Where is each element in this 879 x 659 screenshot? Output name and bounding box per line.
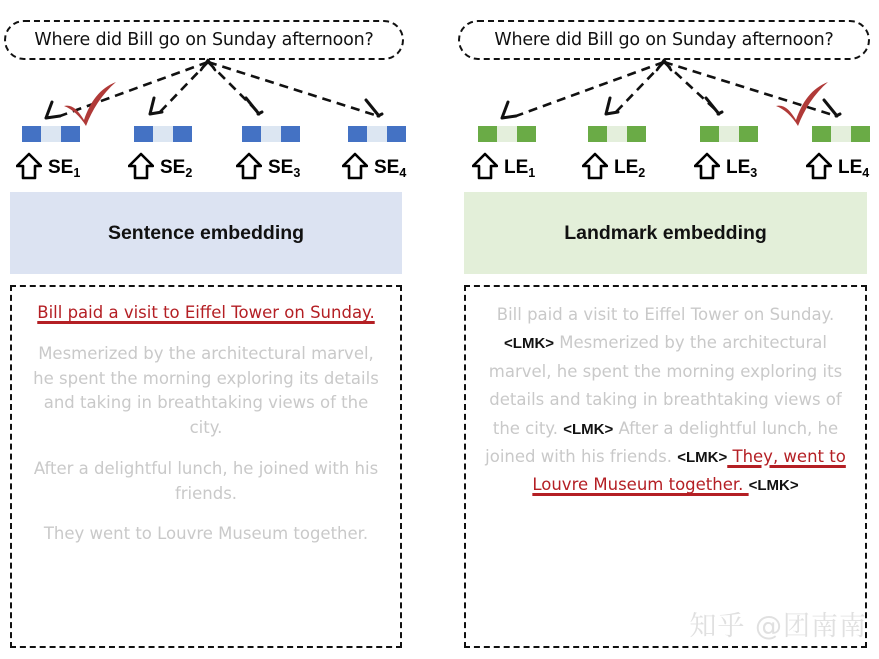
- vector-cell: [153, 126, 172, 142]
- token-le-4[interactable]: [802, 126, 879, 180]
- vector-cell: [831, 126, 850, 142]
- token-label-le-1: $LE_1$: [504, 157, 536, 180]
- token-subscript: 2: [638, 166, 646, 180]
- token-subscript: 1: [528, 166, 536, 180]
- vector-cell: [348, 126, 367, 142]
- token-label-le-4: $LE_4$: [838, 157, 870, 180]
- vector-cell: [497, 126, 516, 142]
- up-arrow-icon: [342, 152, 368, 180]
- token-label-se-1: $SE_1$: [48, 157, 81, 180]
- vector-cell: [517, 126, 536, 142]
- vector-cell: [22, 126, 41, 142]
- token-subscript: 2: [185, 166, 193, 180]
- up-arrow-icon: [16, 152, 42, 180]
- token-le-3[interactable]: [690, 126, 790, 180]
- embedding-vector-le-3: [700, 126, 758, 142]
- embedding-vector-se-4: [348, 126, 406, 142]
- passage-box-left: [10, 285, 402, 648]
- embedding-vector-se-3: [242, 126, 300, 142]
- sentence-embedding-panel: [0, 0, 430, 659]
- embedding-vector-le-2: [588, 126, 646, 142]
- passage-segment: Bill paid a visit to Eiffel Tower on Sunday.: [496, 305, 835, 324]
- token-row-left: [0, 126, 430, 186]
- vector-cell: [367, 126, 386, 142]
- embedding-vector-le-1: [478, 126, 536, 142]
- token-row-right: [450, 126, 879, 186]
- token-se-3[interactable]: [232, 126, 332, 180]
- token-le-2[interactable]: [578, 126, 678, 180]
- passage-box-right: [464, 285, 867, 648]
- vector-cell: [261, 126, 280, 142]
- token-se-4[interactable]: [338, 126, 438, 180]
- vector-cell: [387, 126, 406, 142]
- vector-cell: [739, 126, 758, 142]
- lmk-token: <LMK>: [504, 335, 555, 353]
- up-arrow-icon: [128, 152, 154, 180]
- passage-segment: After a delightful lunch, he joined with his friends.: [485, 418, 839, 466]
- token-subscript: 4: [399, 166, 407, 180]
- vector-cell: [173, 126, 192, 142]
- token-subscript: 4: [862, 166, 870, 180]
- embedding-vector-se-1: [22, 126, 80, 142]
- embedding-vector-le-4: [812, 126, 870, 142]
- up-arrow-icon: [236, 152, 262, 180]
- vector-cell: [134, 126, 153, 142]
- landmark-embedding-banner-label: Landmark embedding: [564, 221, 767, 244]
- vector-cell: [851, 126, 870, 142]
- vector-cell: [41, 126, 60, 142]
- vector-cell: [607, 126, 626, 142]
- passage-flow-text: [482, 301, 849, 500]
- token-subscript: 3: [750, 166, 758, 180]
- query-text-right: Where did Bill go on Sunday afternoon?: [494, 30, 834, 50]
- passage-paragraph: Mesmerized by the architectural marvel, he spent the morning exploring its details and taking in breathtaking views of the city.: [33, 343, 379, 437]
- token-subscript: 1: [73, 166, 81, 180]
- up-arrow-icon: [472, 152, 498, 180]
- token-le-1[interactable]: [468, 126, 568, 180]
- vector-cell: [242, 126, 261, 142]
- sentence-embedding-banner-label: Sentence embedding: [107, 221, 305, 244]
- up-arrow-icon: [582, 152, 608, 180]
- vector-cell: [700, 126, 719, 142]
- vector-cell: [281, 126, 300, 142]
- vector-cell: [812, 126, 831, 142]
- vector-cell: [588, 126, 607, 142]
- passage-paragraph-highlighted: [28, 301, 384, 326]
- lmk-token: <LMK>: [748, 477, 799, 495]
- token-label-se-3: $SE_3$: [268, 157, 301, 180]
- passage-segment: Mesmerized by the architectural marvel, he spent the morning exploring its details and taking in breathtaking views of the city.: [488, 333, 843, 438]
- token-label-le-2: $LE_2$: [614, 157, 646, 180]
- query-text-left: Where did Bill go on Sunday afternoon?: [34, 30, 374, 50]
- passage-paragraph: They went to Louvre Museum together.: [43, 524, 369, 544]
- embedding-vector-se-2: [134, 126, 192, 142]
- query-box-right: [458, 20, 870, 60]
- token-se-1[interactable]: [12, 126, 112, 180]
- lmk-token: <LMK>: [677, 448, 728, 466]
- correct-check-icon-right: [770, 78, 840, 132]
- token-subscript: 3: [293, 166, 301, 180]
- token-label-se-2: $SE_2$: [160, 157, 193, 180]
- landmark-embedding-banner: [464, 192, 867, 274]
- vector-cell: [719, 126, 738, 142]
- vector-cell: [478, 126, 497, 142]
- highlighted-sentence: Bill paid a visit to Eiffel Tower on Sunday.: [37, 303, 375, 322]
- correct-check-icon-left: [58, 78, 128, 132]
- token-label-le-3: $LE_3$: [726, 157, 758, 180]
- up-arrow-icon: [806, 152, 832, 180]
- passage-paragraph: After a delightful lunch, he joined with his friends.: [33, 458, 379, 503]
- landmark-embedding-panel: [450, 0, 879, 659]
- query-box-left: [4, 20, 404, 60]
- token-label-se-4: $SE_4$: [374, 157, 407, 180]
- highlighted-sentence: They, went to Louvre Museum together.: [532, 446, 846, 495]
- vector-cell: [627, 126, 646, 142]
- vector-cell: [61, 126, 80, 142]
- watermark: 知乎 @团南南: [689, 611, 867, 642]
- sentence-embedding-banner: [10, 192, 402, 274]
- lmk-token: <LMK>: [563, 420, 614, 438]
- token-se-2[interactable]: [124, 126, 224, 180]
- up-arrow-icon: [694, 152, 720, 180]
